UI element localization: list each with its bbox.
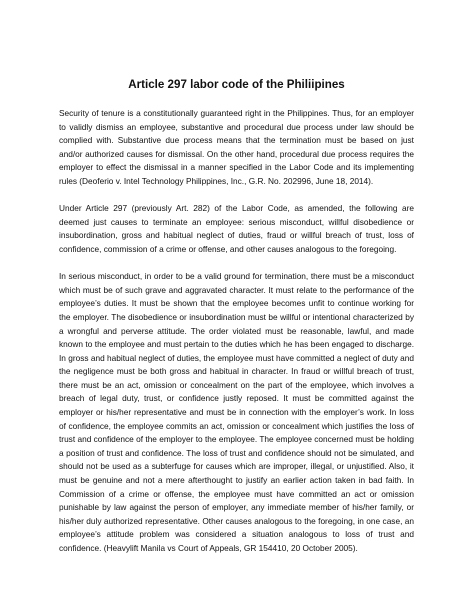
- paragraph-just-causes: Under Article 297 (previously Art. 282) of the Labor Code, as amended, the following are deemed just causes to terminate an employee: serious misconduct, willful disobedience or insubordination, gross and habitual neglect of duties, fraud or willful breach of trust, loss of confidence, commission of a crime or offense, and other causes analogous to the foregoing.: [59, 203, 414, 254]
- paragraph-security-of-tenure: Security of tenure is a constitutionally guaranteed right in the Philippines. Thus, for an employer to validly dismiss an employee, substantive and procedural due process under law should be complied with. Substantive due process means that the termination must be based on just and/or authorized causes for dismissal. On the other hand, procedural due process requires the employer to effect the dismissal in a manner specified in the Labor Code and its implementing rules (Deoferio v. Intel Technology Philippines, Inc., G.R. No. 202996, June 18, 2014).: [59, 108, 414, 186]
- paragraph-serious-misconduct: In serious misconduct, in order to be a valid ground for termination, there must be a misconduct which must be of such grave and aggravated character. It must relate to the performance of the employee’s duties. It must be shown that the employee becomes unfit to continue working for the employer. The disobedience or insubordination must be willful or intentional characterized by a wrongful and perverse attitude. The order violated must be reasonable, lawful, and made known to the employee and must pertain to the duties which he has been engaged to discharge. In gross and habitual neglect of duties, the employee must have committed a neglect of duty and the negligence must be both gross and habitual in character. In fraud or willful breach of trust, there must be an act, omission or concealment on the part of the employee, which involves a breach of legal duty, trust, or confidence justly reposed. It must be committed against the employer or his/her representative and must be in connection with the employer’s work. In loss of confidence, the employee commits an act, omission or concealment which justifies the loss of trust and confidence of the employer to the employee. The employee concerned must be holding a position of trust and confidence. The loss of trust and confidence should not be simulated, and should not be used as a subterfuge for causes which are improper, illegal, or unjustified. Also, it must be genuine and not a mere afterthought to justify an earlier action taken in bad faith. In Commission of a crime or offense, the employee must have committed an act or omission punishable by law against the person of employer, any immediate member of his/her family, or his/her duly authorized representative. Other causes analogous to the foregoing, in one case, an employee’s attitude problem was considered a situation analogous to loss of trust and confidence. (Heavylift Manila vs Court of Appeals, GR 154410, 20 October 2005).: [59, 271, 414, 553]
- document-title: Article 297 labor code of the Philiipines: [128, 78, 345, 91]
